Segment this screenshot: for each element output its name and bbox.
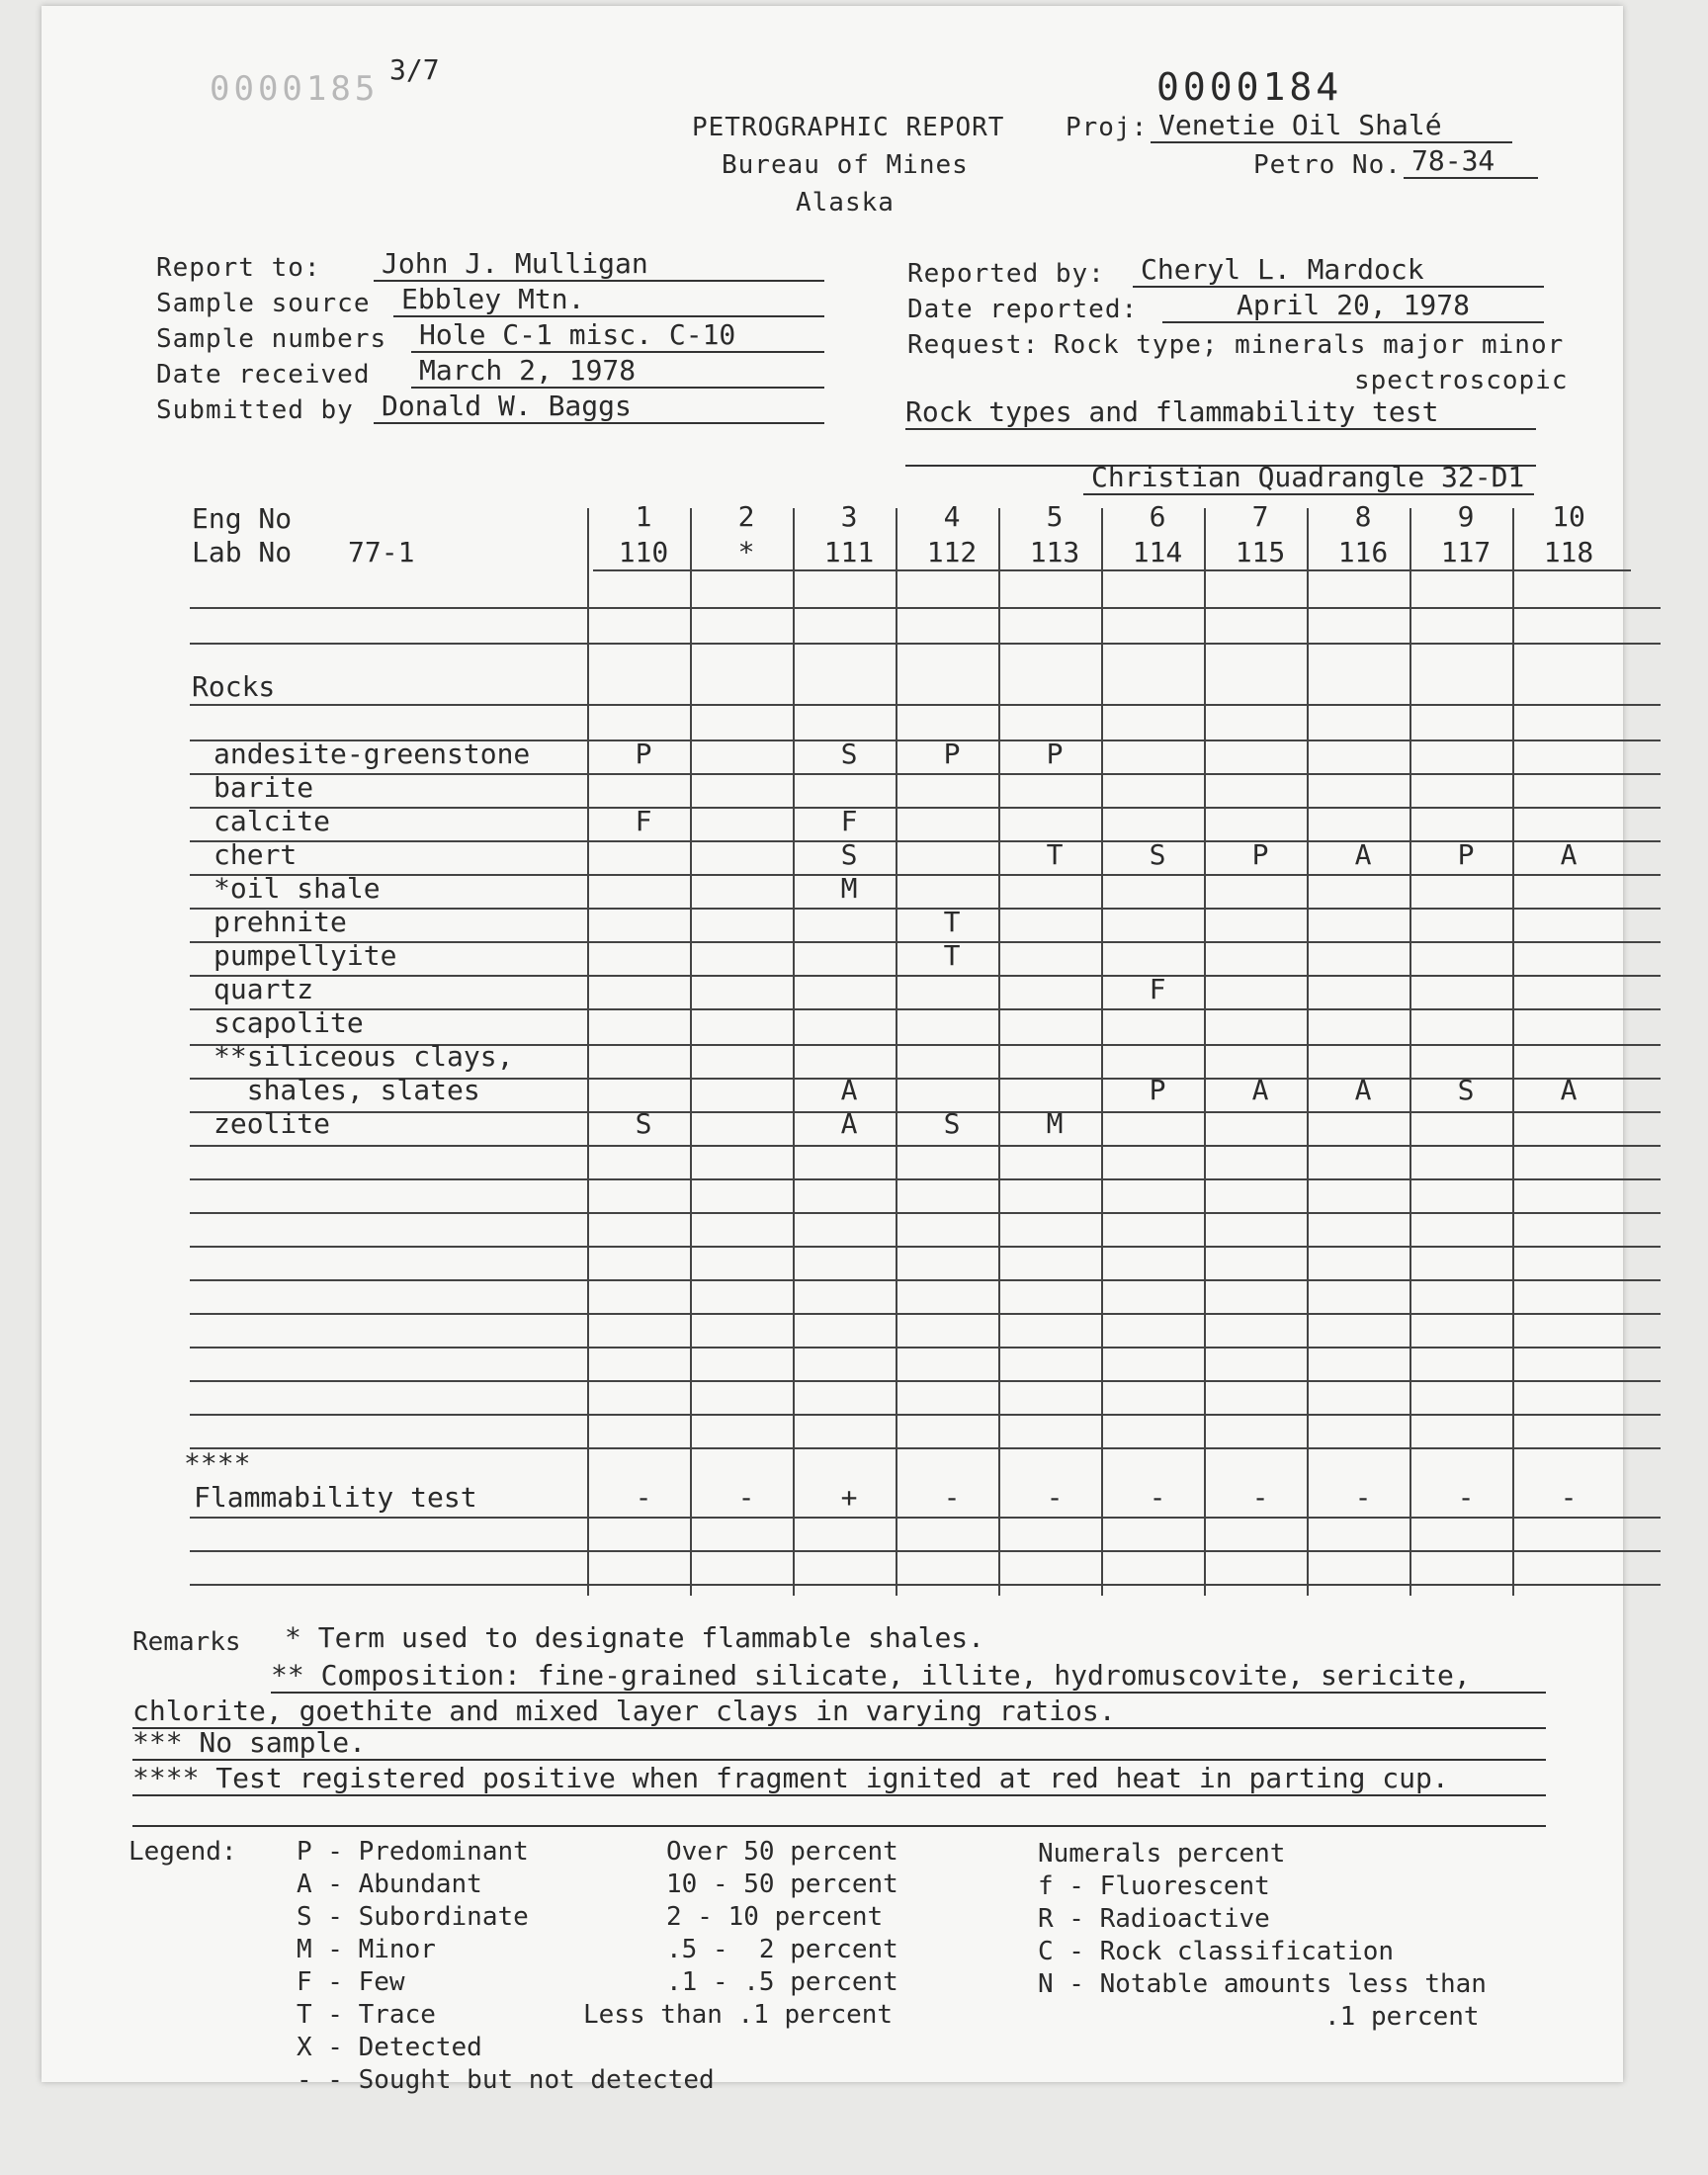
rock-row-label: scapolite [214,1006,364,1039]
flammability-cell: - [737,1481,755,1514]
table-rule [190,1550,1661,1552]
table-rule [190,1447,1661,1449]
legend-range: Over 50 percent [666,1837,898,1867]
legend-code: T - Trace [297,2000,436,2030]
lab-no-cell: 113 [1029,536,1080,568]
eng-no-cell: 9 [1457,500,1475,533]
remarks-label: Remarks [132,1627,241,1657]
rock-cell: T [943,939,961,972]
table-column-rule [793,508,795,1596]
remark-3: chlorite, goethite and mixed layer clays in varying ratios. [132,1695,1546,1729]
table-column-rule [896,508,897,1596]
rock-cell: M [840,872,858,905]
table-rule [190,773,1661,775]
eng-no-cell: 4 [943,500,961,533]
table-rule [593,569,1631,571]
rock-cell: P [1251,838,1269,871]
reported-by-value: Cheryl L. Mardock [1133,253,1544,288]
petro-number-label: Petro No. [1253,150,1402,180]
rock-row-label: barite [214,771,314,804]
eng-no-cell: 5 [1046,500,1064,533]
legend-code: - - Sought but not detected [297,2065,715,2095]
rock-cell: A [840,1107,858,1140]
remark-1: * Term used to designate flammable shales. [285,1621,985,1654]
legend-range: .5 - 2 percent [666,1935,898,1964]
lab-no-cell: 110 [618,536,669,568]
table-rule [190,1584,1661,1586]
rock-row-label: prehnite [214,906,347,938]
region-name: Alaska [796,188,895,218]
report-title: PETROGRAPHIC REPORT [692,113,1005,142]
table-rule [190,607,1661,609]
section-label-rocks: Rocks [192,670,276,703]
table-rule [190,1178,1661,1180]
rock-row-label: chert [214,838,298,871]
table-rule [190,874,1661,876]
flammability-cell: - [1354,1481,1372,1514]
rock-cell: F [1149,973,1166,1005]
reported-by-label: Reported by: [907,259,1105,289]
table-column-rule [998,508,1000,1596]
rock-cell: P [943,738,961,770]
legend-note: Numerals percent [1038,1839,1286,1869]
legend-code: A - Abundant [297,1870,482,1899]
submitted-by-label: Submitted by [156,395,354,425]
rock-cell: T [1046,838,1064,871]
report-to-value: John J. Mulligan [374,247,824,282]
table-column-rule [1409,508,1411,1596]
lab-no-label: Lab No [192,536,293,568]
rock-cell: P [635,738,652,770]
proj-label: Proj: [1066,113,1149,142]
table-rule [190,807,1661,809]
rock-row-label: shales, slates [214,1074,480,1106]
eng-no-label: Eng No [192,502,293,535]
legend-code: P - Predominant [297,1837,529,1867]
lab-no-cell: 115 [1235,536,1286,568]
table-column-rule [690,508,692,1596]
eng-no-cell: 1 [635,500,652,533]
flammability-cell: - [1149,1481,1166,1514]
lab-no-cell: 118 [1543,536,1594,568]
sample-numbers-value: Hole C-1 misc. C-10 [411,318,824,353]
rock-cell: S [1457,1074,1475,1106]
flammability-cell: + [840,1481,858,1514]
rock-cell: T [943,906,961,938]
submitted-by-value: Donald W. Baggs [374,390,824,424]
rock-cell: F [840,805,858,837]
rock-row-label: pumpellyite [214,939,397,972]
flammability-label: Flammability test [194,1481,477,1514]
legend-note: N - Notable amounts less than [1038,1969,1487,1999]
flammability-cell: - [1560,1481,1578,1514]
document-number: 0000184 [1156,65,1343,109]
request-value: Rock types and flammability test [905,395,1536,430]
eng-no-cell: 2 [737,500,755,533]
legend-range: .1 - .5 percent [666,1967,898,1997]
date-reported-label: Date reported: [907,295,1139,324]
petro-number-value: 78-34 [1404,144,1538,179]
legend-range: 10 - 50 percent [666,1870,898,1899]
rock-cell: A [1560,838,1578,871]
table-rule [190,1145,1661,1147]
rock-row-label: calcite [214,805,331,837]
table-rule [190,1008,1661,1010]
table-column-rule [1512,508,1514,1596]
report-to-label: Report to: [156,253,321,283]
agency-name: Bureau of Mines [722,150,969,180]
sample-source-label: Sample source [156,289,371,318]
rock-cell: F [635,805,652,837]
rock-cell: S [943,1107,961,1140]
rock-row-label: andesite-greenstone [214,738,531,770]
eng-no-cell: 8 [1354,500,1372,533]
table-column-rule [587,508,589,1596]
remarks-bottom-line [132,1825,1546,1827]
legend-label: Legend: [128,1837,237,1867]
eng-no-cell: 10 [1552,500,1585,533]
legend-note: .1 percent [1324,2002,1480,2032]
rock-cell: A [1354,838,1372,871]
eng-no-cell: 3 [840,500,858,533]
rock-cell: P [1149,1074,1166,1106]
flammability-cell: - [1457,1481,1475,1514]
rock-cell: S [840,838,858,871]
table-rule [190,1313,1661,1315]
table-rule [190,1246,1661,1248]
lab-no-cell: 114 [1132,536,1183,568]
legend-code: M - Minor [297,1935,436,1964]
eng-no-cell: 7 [1251,500,1269,533]
table-column-rule [1204,508,1206,1596]
table-rule [190,1279,1661,1281]
ghost-doc-number: 0000185 [210,69,380,109]
rock-cell: A [840,1074,858,1106]
rock-cell: A [1354,1074,1372,1106]
lab-no-cell: 111 [823,536,875,568]
page-number: 3/7 [389,53,440,86]
legend-code: S - Subordinate [297,1902,529,1932]
date-received-label: Date received [156,360,371,390]
remark-2: ** Composition: fine-grained silicate, illite, hydromuscovite, sericite, [271,1659,1546,1694]
table-rule [190,975,1661,977]
report-sheet [42,6,1623,2095]
request-label: Request: [907,330,1040,360]
rock-row-label: zeolite [214,1107,331,1140]
request-text: Rock type; minerals major minor [1054,330,1565,360]
table-rule [190,1414,1661,1416]
flammability-cell: - [1046,1481,1064,1514]
rock-row-label: **siliceous clays, [214,1040,514,1073]
table-column-rule [1307,508,1309,1596]
sample-source-value: Ebbley Mtn. [393,283,824,317]
legend-code: X - Detected [297,2033,482,2062]
flammability-cell: - [943,1481,961,1514]
legend-note: C - Rock classification [1038,1937,1395,1966]
table-rule [190,704,1661,706]
remark-5: **** Test registered positive when fragment ignited at red heat in parting cup. [132,1762,1546,1796]
footnote-marker: **** [184,1447,251,1480]
date-reported-value: April 20, 1978 [1162,289,1544,323]
proj-value: Venetie Oil Shalé [1151,109,1512,143]
legend-code: F - Few [297,1967,405,1997]
rock-cell: S [1149,838,1166,871]
sample-numbers-label: Sample numbers [156,324,387,354]
lab-no-prefix: 77-1 [348,536,415,568]
eng-no-cell: 6 [1149,500,1166,533]
legend-range: Less than .1 percent [583,2000,894,2030]
lab-no-cell: * [737,536,755,568]
legend-note: R - Radioactive [1038,1904,1270,1934]
lab-no-cell: 117 [1440,536,1492,568]
lab-no-cell: 112 [926,536,978,568]
remark-4: *** No sample. [132,1726,1546,1761]
legend-note: f - Fluorescent [1038,1871,1270,1901]
table-rule [190,1212,1661,1214]
quadrangle: Christian Quadrangle 32-D1 [1083,461,1534,495]
table-rule [190,1347,1661,1348]
rock-row-label: *oil shale [214,872,381,905]
rock-cell: P [1457,838,1475,871]
rock-cell: M [1046,1107,1064,1140]
rock-cell: A [1251,1074,1269,1106]
flammability-cell: - [635,1481,652,1514]
table-rule [190,1517,1661,1519]
flammability-cell: - [1251,1481,1269,1514]
table-column-rule [1101,508,1103,1596]
rock-cell: A [1560,1074,1578,1106]
lab-no-cell: 116 [1337,536,1389,568]
rock-cell: P [1046,738,1064,770]
table-rule [190,1380,1661,1382]
rock-cell: S [840,738,858,770]
rock-row-label: quartz [214,973,314,1005]
request-text-continued: spectroscopic [1354,366,1569,395]
table-rule [190,643,1661,645]
date-received-value: March 2, 1978 [411,354,824,389]
legend-range: 2 - 10 percent [666,1902,884,1932]
rock-cell: S [635,1107,652,1140]
